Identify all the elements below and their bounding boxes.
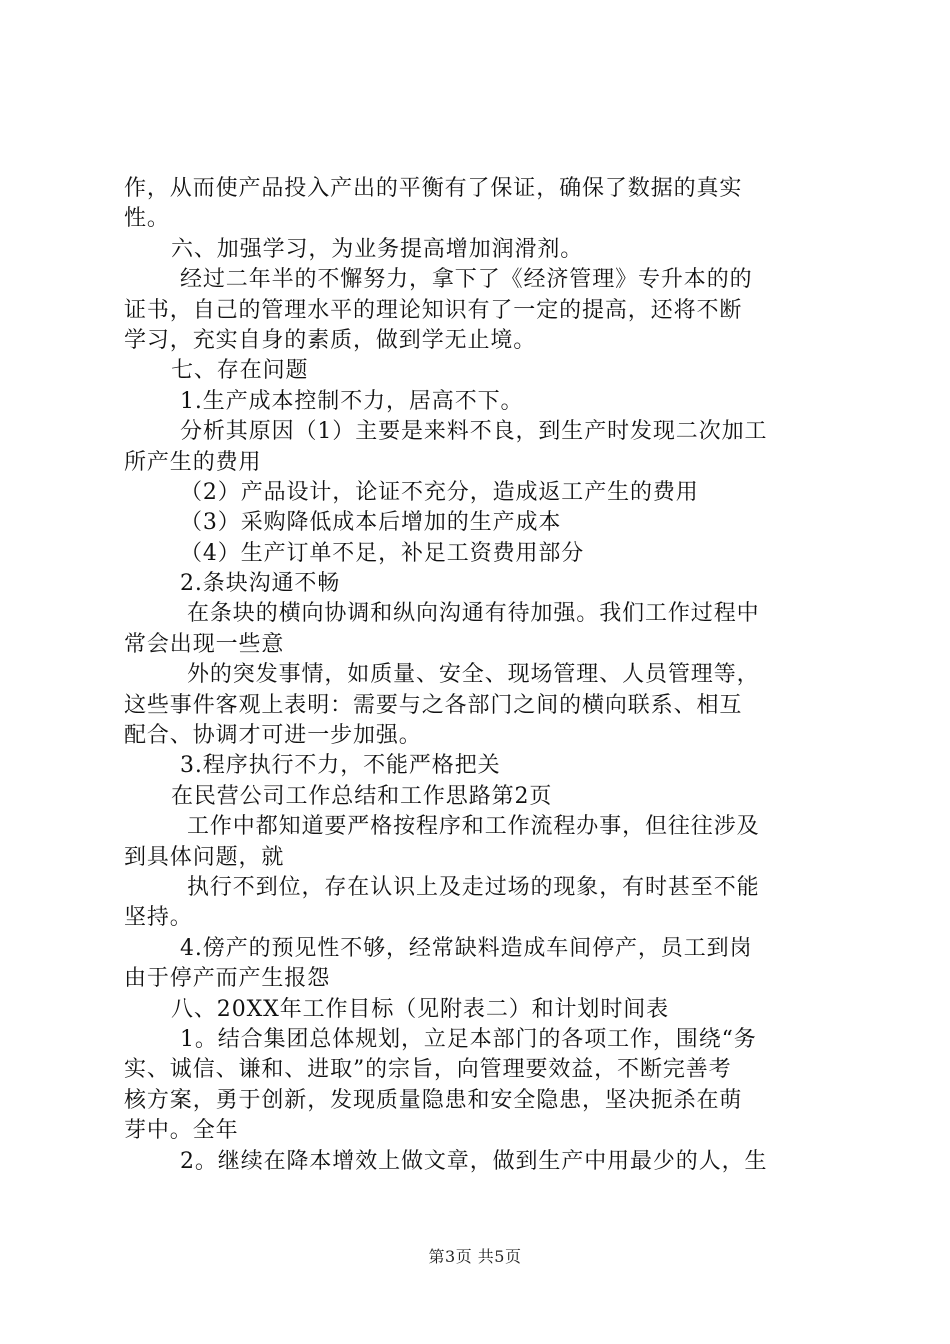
text-line: 1。结合集团总体规划，立足本部门的各项工作，围绕“务 [180,1026,757,1052]
text-line: 1.生产成本控制不力，居高不下。 [180,388,524,414]
section-heading: 七、存在问题 [171,358,309,384]
text-line: 坚持。 [124,905,193,931]
text-line: 执行不到位，存在认识上及走过场的现象，有时甚至不能 [187,874,760,900]
text-line: 在民营公司工作总结和工作思路第2页 [171,783,553,809]
text-line: 由于停产而产生报怨 [124,966,331,992]
text-line: 核方案，勇于创新，发现质量隐患和安全隐患，坚决扼杀在萌 [124,1087,743,1113]
section-heading: 八、20XX年工作目标（见附表二）和计划时间表 [171,996,670,1022]
text-line: 2.条块沟通不畅 [180,571,341,597]
text-line: 配合、协调才可进一步加强。 [124,723,422,749]
page-footer: 第3页 共5页 [428,1247,522,1266]
text-line: 分析其原因（1）主要是来料不良，到生产时发现二次加工 [180,419,768,445]
text-line: 证书，自己的管理水平的理论知识有了一定的提高，还将不断 [124,297,743,323]
text-line: 常会出现一些意 [124,631,285,657]
text-line: 芽中。全年 [124,1118,239,1144]
text-line: 在条块的横向协调和纵向沟通有待加强。我们工作过程中 [187,601,760,627]
text-line: （4）生产订单不足，补足工资费用部分 [180,540,585,566]
text-line: （3）采购降低成本后增加的生产成本 [180,510,562,536]
text-line: 作，从而使产品投入产出的平衡有了保证，确保了数据的真实 [124,176,743,201]
text-line: 性。 [124,206,170,232]
text-line: 工作中都知道要严格按程序和工作流程办事，但往往涉及 [187,814,760,840]
text-line: 2。继续在降本增效上做文章，做到生产中用最少的人，生 [180,1148,768,1174]
text-line: 实、诚信、谦和、进取”的宗旨，向管理要效益，不断完善考 [124,1057,732,1083]
text-line: 经过二年半的不懈努力，拿下了《经济管理》专升本的的 [180,267,753,293]
text-line: （2）产品设计，论证不充分，造成返工产生的费用 [180,479,699,505]
text-line: 所产生的费用 [124,449,262,475]
text-line: 到具体问题，就 [124,844,285,870]
text-line: 4.傍产的预见性不够，经常缺料造成车间停产，员工到岗 [180,935,753,961]
text-line: 外的突发事情，如质量、安全、现场管理、人员管理等， [187,662,760,688]
text-line: 这些事件客观上表明：需要与之各部门之间的横向联系、相互 [124,692,743,718]
document-body [124,174,834,1177]
section-heading: 六、加强学习，为业务提高增加润滑剂。 [171,236,584,262]
text-line: 学习，充实自身的素质，做到学无止境。 [124,327,537,353]
text-line: 3.程序执行不力，不能严格把关 [180,753,501,779]
